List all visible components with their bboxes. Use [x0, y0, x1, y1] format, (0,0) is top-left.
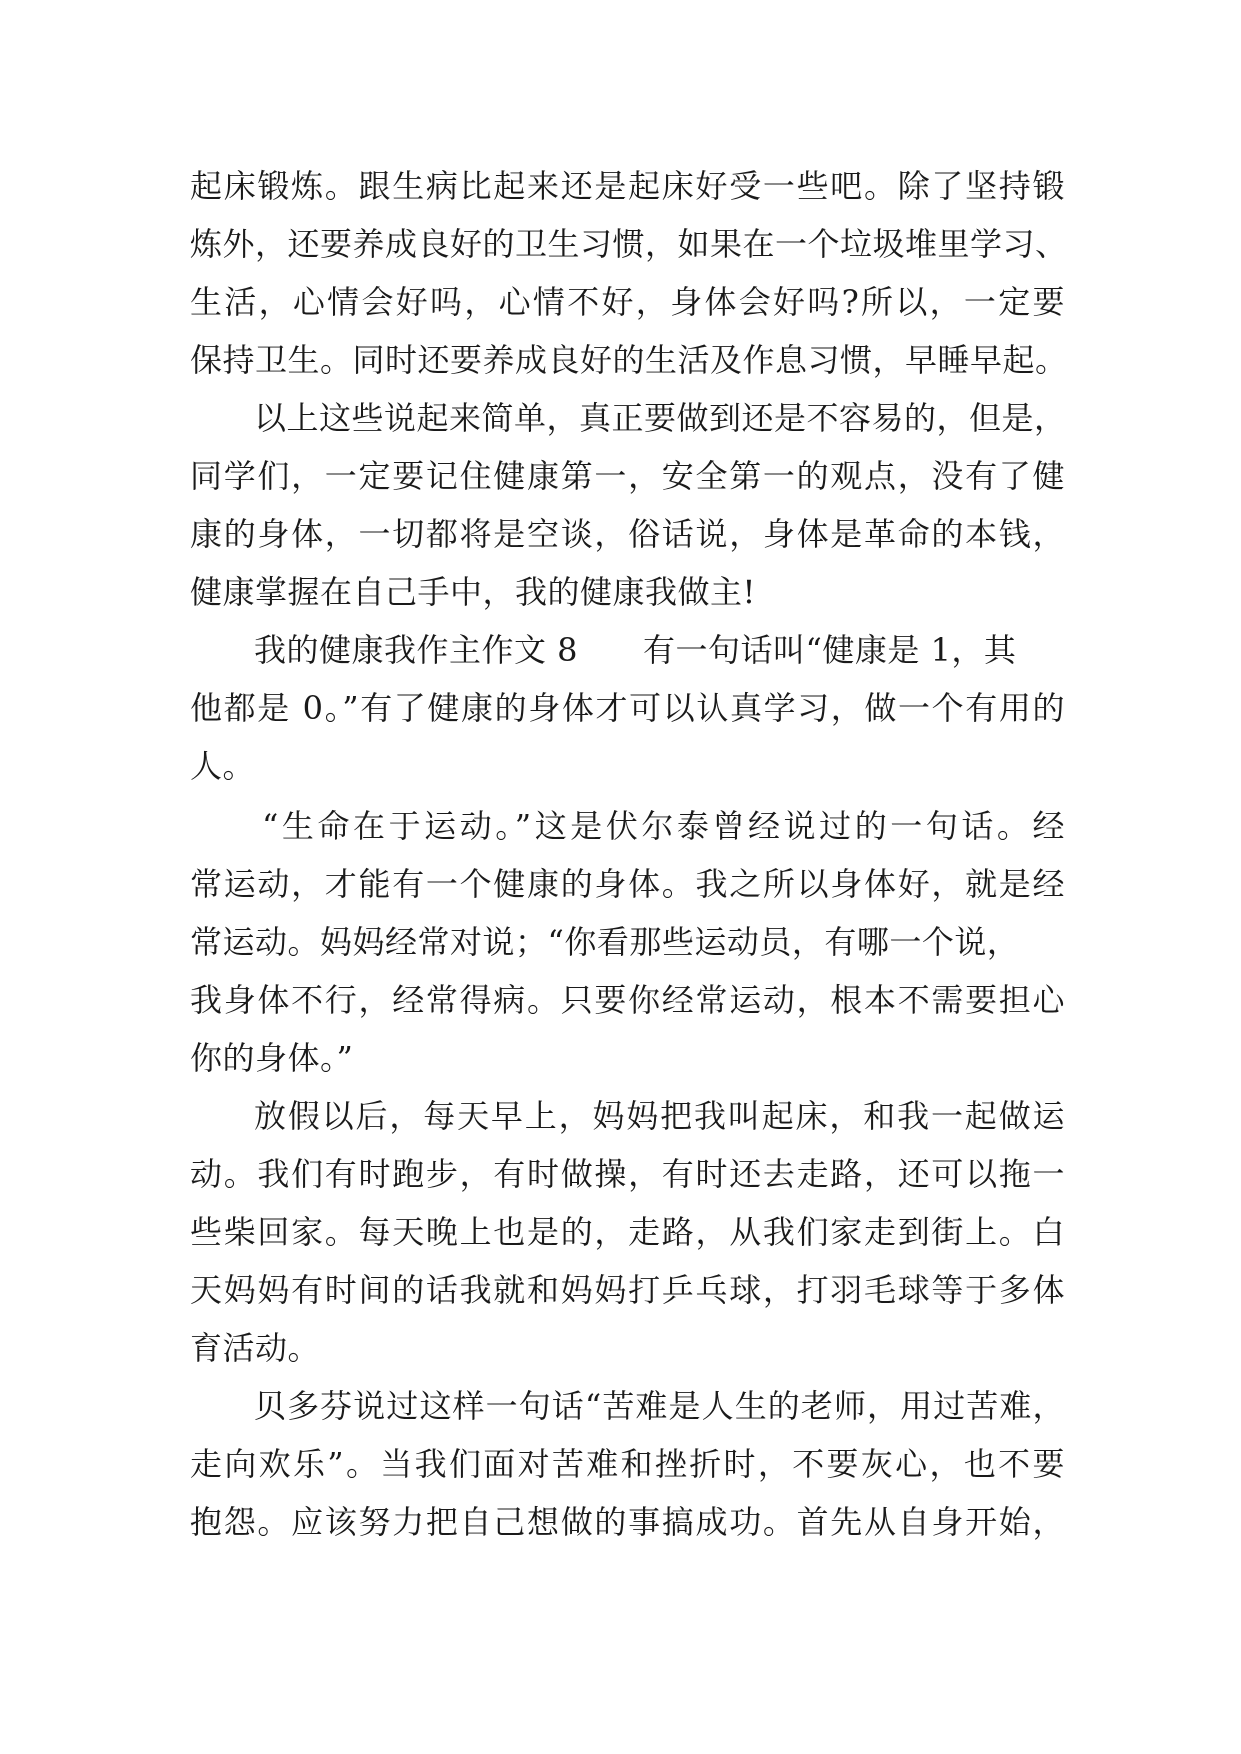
text-line: 炼外，还要养成良好的卫生习惯，如果在一个垃圾堆里学习、: [190, 225, 1068, 263]
section-heading-line: 我的健康我作主作文 8 有一句话叫“健康是 1，其: [254, 631, 1017, 669]
text-line: 贝多芬说过这样一句话“苦难是人生的老师，用过苦难，: [254, 1387, 1065, 1425]
text-line: 动。我们有时跑步，有时做操，有时还去走路，还可以拖一: [190, 1155, 1065, 1193]
text-line: 常运动。妈妈经常对说；“你看那些运动员，有哪一个说，: [190, 923, 1020, 961]
text-line: 抱怨。应该努力把自己想做的事搞成功。首先从自身开始，: [190, 1503, 1065, 1541]
text-line: 以上这些说起来简单，真正要做到还是不容易的，但是，: [254, 399, 1067, 437]
text-line: 起床锻炼。跟生病比起来还是起床好受一些吧。除了坚持锻: [190, 167, 1065, 205]
text-line: 常运动，才能有一个健康的身体。我之所以身体好，就是经: [190, 865, 1065, 903]
text-line: 人。: [190, 747, 256, 785]
text-line: 放假以后，每天早上，妈妈把我叫起床，和我一起做运: [254, 1097, 1065, 1135]
text-line: 些柴回家。每天晚上也是的，走路，从我们家走到街上。白: [190, 1213, 1065, 1251]
text-line: 健康掌握在自己手中，我的健康我做主!: [190, 573, 756, 611]
text-line: “生命在于运动。”这是伏尔泰曾经说过的一句话。经: [262, 807, 1065, 845]
text-line: 康的身体，一切都将是空谈，俗话说，身体是革命的本钱，: [190, 515, 1065, 553]
text-line: 保持卫生。同时还要养成良好的生活及作息习惯，早睡早起。: [190, 341, 1068, 379]
text-line: 他都是 0。”有了健康的身体才可以认真学习，做一个有用的: [190, 689, 1065, 727]
text-line: 同学们，一定要记住健康第一，安全第一的观点，没有了健: [190, 457, 1065, 495]
text-line: 走向欢乐”。当我们面对苦难和挫折时，不要灰心，也不要: [190, 1445, 1065, 1483]
text-line: 天妈妈有时间的话我就和妈妈打乒乓球，打羽毛球等于多体: [190, 1271, 1065, 1309]
text-line: 你的身体。”: [190, 1039, 354, 1077]
text-line: 生活，心情会好吗，心情不好，身体会好吗?所以，一定要: [190, 283, 1065, 321]
text-line: 育活动。: [190, 1329, 321, 1367]
text-line: 我身体不行，经常得病。只要你经常运动，根本不需要担心: [190, 981, 1065, 1019]
